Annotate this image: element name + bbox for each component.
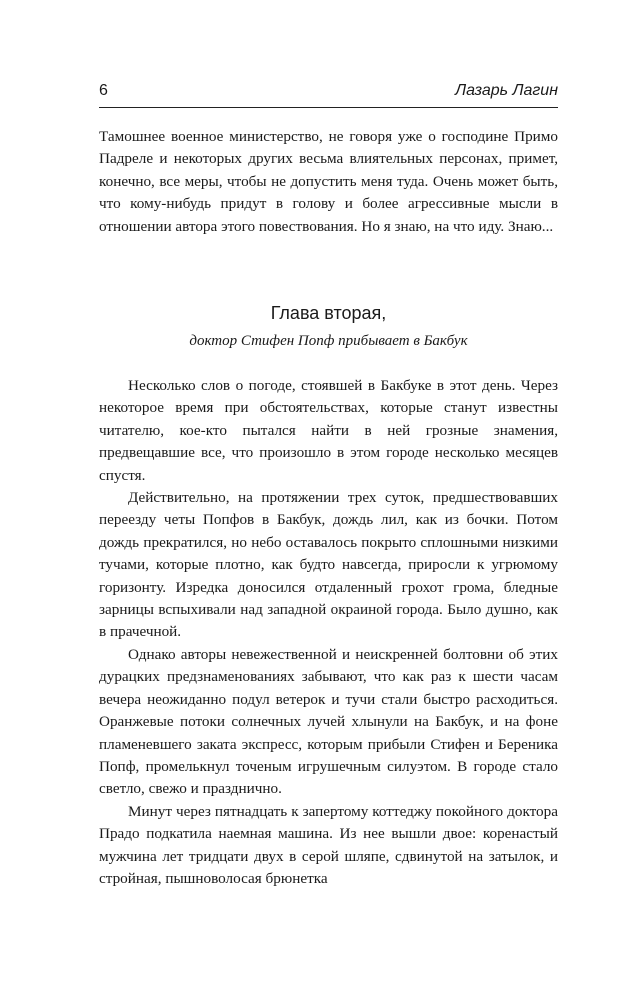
page-number: 6 bbox=[99, 82, 108, 99]
paragraph: Несколько слов о погоде, стоявшей в Бакбуке в этот день. Через некоторое время при обстоятельствах, которые станут известны читателю, кое-кто пытался найти в ней грозные знамения, предвещавшие все, что произошло в этом городе несколько месяцев спустя. bbox=[99, 377, 558, 484]
intro-text bbox=[99, 126, 558, 238]
running-head-author: Лазарь Лагин bbox=[455, 82, 558, 99]
chapter-body bbox=[99, 375, 558, 890]
paragraph: Однако авторы невежественной и неискренней болтовни об этих дурацких предзнаменованиях забывают, что как раз к шести часам вечера неожиданно подул ветерок и тучи стали быстро расходиться. Оранжевые потоки солнечных лучей хлынули на Бакбук, и на фоне пламеневшего заката экспресс, которым прибыли Стифен и Береника Попф, промелькнул точеным игрушечным силуэтом. В городе стало светло, свежо и празднично. bbox=[99, 645, 558, 798]
paragraph: Действительно, на протяжении трех суток, предшествовавших переезду четы Попфов в Бакбук, дождь лил, как из бочки. Потом дождь прекратился, но небо оставалось покрыто сплошными низкими тучами, которые плотно, как будто навсегда, приросли к угрюмому горизонту. Изредка доносился отдаленный грохот грома, бледные зарницы вспыхивали над западной окраиной города. Было душно, как в прачечной. bbox=[99, 489, 558, 641]
header-rule bbox=[99, 107, 558, 108]
paragraph: Минут через пятнадцать к запертому коттеджу покойного доктора Прадо подкатила наемная машина. Из нее вышли двое: коренастый мужчина лет тридцати двух в серой шляпе, сдвинутой на затылок, и стройная, пышноволосая брюнетка bbox=[99, 802, 558, 887]
chapter-title: Глава вторая, bbox=[270, 303, 387, 323]
paragraph: Тамошнее военное министерство, не говоря уже о господине Примо Падреле и некоторых других весьма влиятельных персонах, примет, конечно, все меры, чтобы не допустить меня туда. Очень может быть, что кому-нибудь придут в голову и более агрессивные мысли в отношении автора этого повествования. Но я знаю, на что иду. Знаю... bbox=[99, 128, 558, 235]
chapter-subtitle: доктор Стифен Попф прибывает в Бакбук bbox=[189, 333, 468, 349]
running-head bbox=[99, 80, 558, 102]
